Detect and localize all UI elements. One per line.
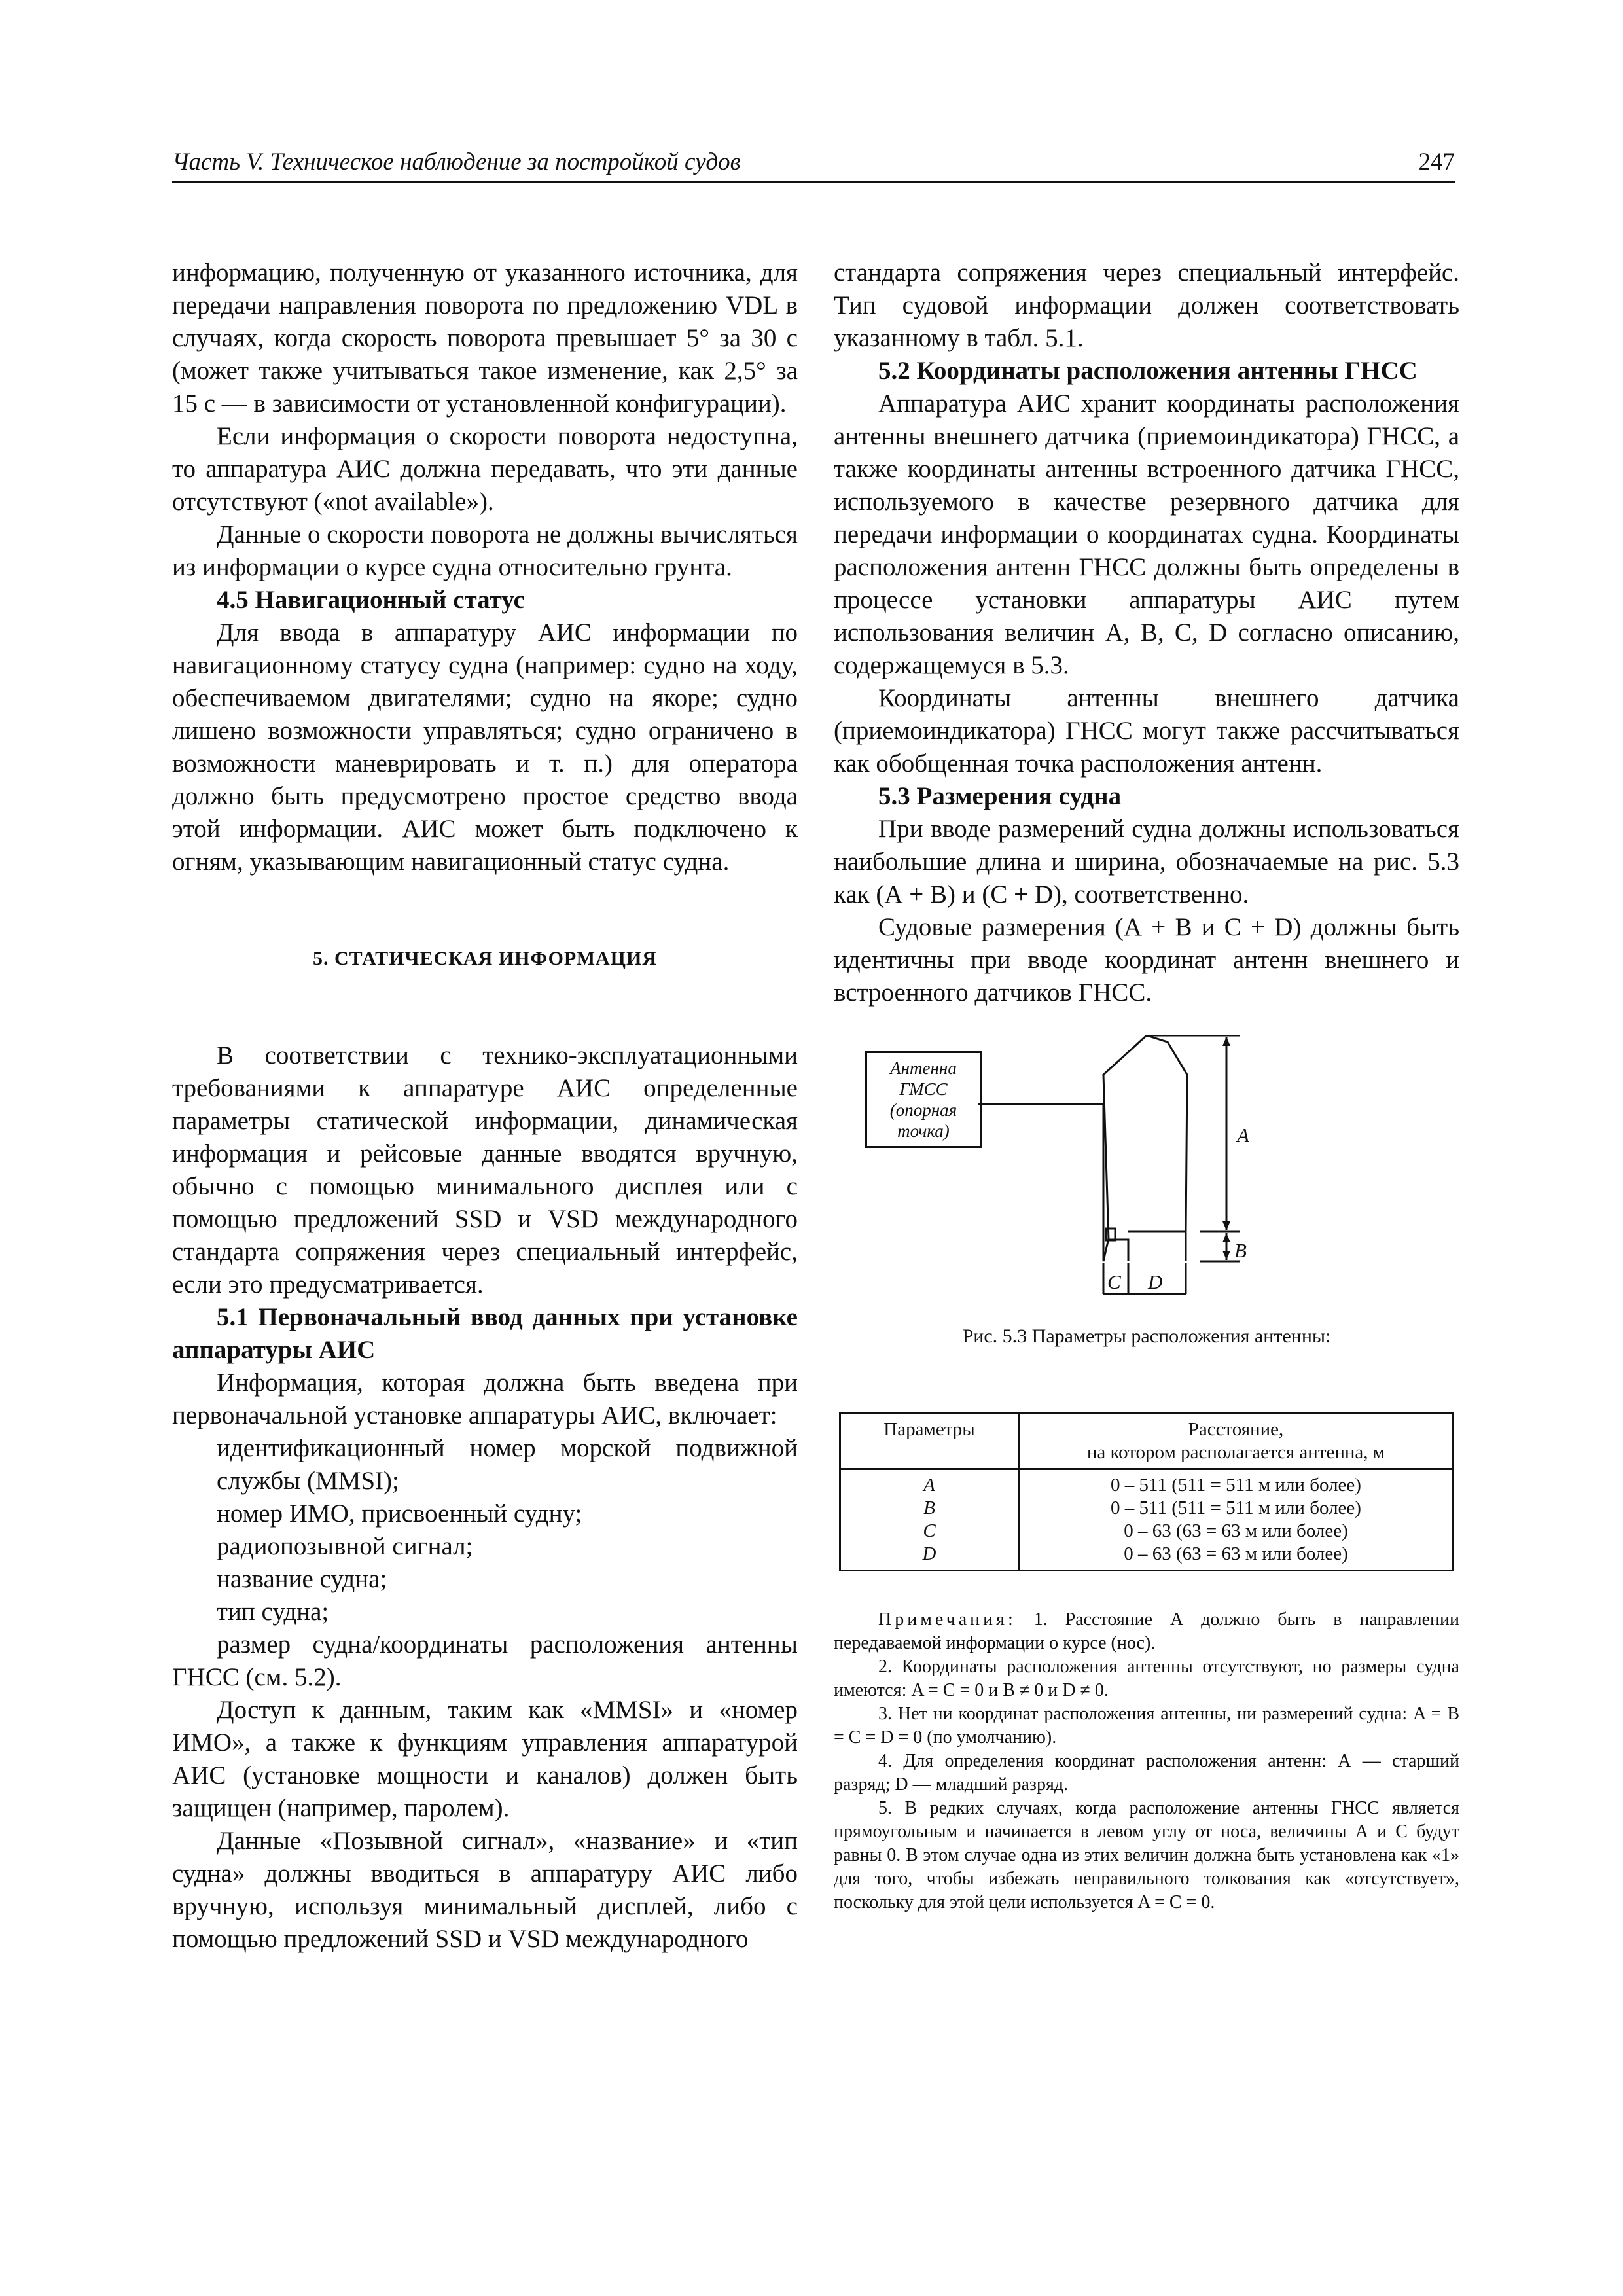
- section-heading-5-3: 5.3 Размерения судна: [878, 782, 1122, 810]
- paragraph: Доступ к данным, таким как «MMSI» и «номер ИМО», а также к функциям управления аппаратурой АИС (установке мощности и каналов) должен быть защищен (например, паролем).: [172, 1696, 798, 1822]
- dimension-label-b: B: [1234, 1239, 1247, 1262]
- box-line: (опорная: [889, 1100, 957, 1120]
- figure-caption: Рис. 5.3 Параметры расположения антенны:: [962, 1325, 1331, 1347]
- box-line: точка): [897, 1121, 950, 1141]
- page-header: [172, 145, 1455, 183]
- dimension-label-d: D: [1148, 1270, 1163, 1293]
- left-column: [172, 257, 798, 1956]
- paragraph: информацию, полученную от указанного источника, для передачи направления поворота по предложению VDL в случаях, когда скорость поворота превышает 5° за 30 с (может также учитываться такое изменение, как 2,5° за 15 с — в зависимости от установленной конфигурации).: [172, 259, 798, 418]
- box-line: ГМСС: [899, 1079, 948, 1099]
- list-item: номер ИМО, присвоенный судну;: [217, 1499, 582, 1528]
- box-line: Антенна: [890, 1058, 957, 1078]
- dimension-label-a: A: [1237, 1124, 1249, 1147]
- note: 2. Координаты расположения антенны отсутствуют, но размеры судна имеются: A = C = 0 и B ≠ 0 и D ≠ 0.: [834, 1657, 1459, 1700]
- header-line: Расстояние,: [1188, 1419, 1284, 1440]
- list-item: название судна;: [217, 1565, 387, 1593]
- table-header-cell: Параметры: [840, 1414, 1019, 1469]
- paragraph: Судовые размерения (А + В и С + D) должны быть идентичны при вводе координат антенн внешнего и встроенного датчиков ГНСС.: [834, 913, 1459, 1007]
- paragraph: Координаты антенны внешнего датчика (приемоиндикатора) ГНСС могут также рассчитываться как обобщенная точка расположения антенн.: [834, 684, 1459, 778]
- paragraph: При вводе размерений судна должны использоваться наибольшие длина и ширина, обозначаемые на рис. 5.3 как (А + В) и (С + D), соответственно.: [834, 815, 1459, 908]
- param-range: 0 – 511 (511 = 511 м или более): [1111, 1475, 1361, 1496]
- list-item: тип судна;: [217, 1598, 329, 1626]
- page-number: 247: [1418, 149, 1455, 175]
- notes-label: Примечания:: [878, 1609, 1016, 1630]
- paragraph: стандарта сопряжения через специальный интерфейс. Тип судовой информации должен соответствовать указанному в табл. 5.1.: [834, 259, 1459, 352]
- param-name: C: [923, 1520, 936, 1541]
- param-name: D: [922, 1543, 936, 1564]
- table-cell: [840, 1469, 1019, 1571]
- param-range: 0 – 511 (511 = 511 м или более): [1111, 1498, 1361, 1518]
- paragraph: Аппаратура АИС хранит координаты расположения антенны внешнего датчика (приемоиндикатора) ГНСС, а также координаты антенны встроенного датчика ГНСС, используемого в качестве резервного датчика для передачи информации о координатах судна. Координаты расположения антенн ГНСС должны быть определены в процессе установки аппаратуры АИС путем использования величин А, В, С, D согласно описанию, содержащемуся в 5.3.: [834, 389, 1459, 679]
- note: [834, 1608, 1459, 1655]
- header-line: на котором располагается антенна, м: [1086, 1442, 1385, 1463]
- parameters-table: [839, 1412, 1454, 1571]
- paragraph: В соответствии с технико-эксплуатационными требованиями к аппаратуре АИС определенные параметры статической информации, динамическая информация и рейсовые данные вводятся вручную, обычно с помощью минимального дисплея или с помощью предложений SSD и VSD международного стандарта сопряжения через специальный интерфейс, если это предусматривается.: [172, 1041, 798, 1299]
- right-column: [834, 257, 1459, 1914]
- note-text: 1. Расстояние А должно быть в направлении передаваемой информации о курсе (нос).: [834, 1609, 1460, 1653]
- table-cell: [1019, 1469, 1454, 1571]
- section-heading-5-2: 5.2 Координаты расположения антенны ГНСС: [878, 357, 1418, 385]
- dimension-label-c: C: [1107, 1270, 1121, 1293]
- antenna-reference-box: [865, 1051, 982, 1148]
- section-heading-4-5: 4.5 Навигационный статус: [217, 586, 525, 614]
- note: 4. Для определения координат расположения антенн: А — старший разряд; D — младший разряд.: [834, 1751, 1459, 1795]
- table-header-row: [840, 1414, 1454, 1469]
- param-range: 0 – 63 (63 = 63 м или более): [1124, 1520, 1348, 1541]
- list-item: радиопозывной сигнал;: [217, 1532, 473, 1560]
- antenna-position-figure: [834, 1035, 1459, 1317]
- chapter-heading-5: 5. СТАТИЧЕСКАЯ ИНФОРМАЦИЯ: [312, 948, 658, 969]
- section-heading-5-1: 5.1 Первоначальный ввод данных при установке аппаратуры АИС: [172, 1303, 798, 1364]
- note: 3. Нет ни координат расположения антенны, ни размерений судна: A = B = C = D = 0 (по умолчанию).: [834, 1704, 1459, 1748]
- table-header-cell: [1019, 1414, 1454, 1469]
- param-name: B: [923, 1498, 935, 1518]
- param-range: 0 – 63 (63 = 63 м или более): [1124, 1543, 1348, 1564]
- running-title: Часть V. Техническое наблюдение за постройкой судов: [172, 149, 741, 175]
- note: 5. В редких случаях, когда расположение антенны ГНСС является прямоугольным и начинается в левом углу от носа, величины А и С будут равны 0. В этом случае одна из этих величин должна быть установлена как «1» для того, чтобы избежать неправильного толкования как «отсутствует», поскольку для этой цели используется A = C = 0.: [834, 1798, 1459, 1912]
- table-row: [840, 1469, 1454, 1571]
- paragraph: Если информация о скорости поворота недоступна, то аппаратура АИС должна передавать, что эти данные отсутствуют («not available»).: [172, 422, 798, 516]
- paragraph: Данные о скорости поворота не должны вычисляться из информации о курсе судна относительно грунта.: [172, 520, 798, 581]
- list-item: идентификационный номер морской подвижной службы (MMSI);: [217, 1434, 798, 1495]
- paragraph: размер судна/координаты расположения антенны ГНСС (см. 5.2).: [172, 1630, 798, 1691]
- paragraph: Для ввода в аппаратуру АИС информации по навигационному статусу судна (например: судно на ходу, обеспечиваемом двигателями; судно на якоре; судно лишено возможности управляться; судно ограничено в возможности маневрировать и т. п.) для оператора должно быть предусмотрено простое средство ввода этой информации. АИС может быть подключено к огням, указывающим навигационный статус судна.: [172, 619, 798, 876]
- table-notes: [834, 1608, 1459, 1914]
- paragraph: Данные «Позывной сигнал», «название» и «тип судна» должны вводиться в аппаратуру АИС либо вручную, используя минимальный дисплей, либо с помощью предложений SSD и VSD международного: [172, 1827, 798, 1953]
- param-name: A: [923, 1475, 935, 1496]
- paragraph: Информация, которая должна быть введена при первоначальной установке аппаратуры АИС, включает:: [172, 1369, 798, 1429]
